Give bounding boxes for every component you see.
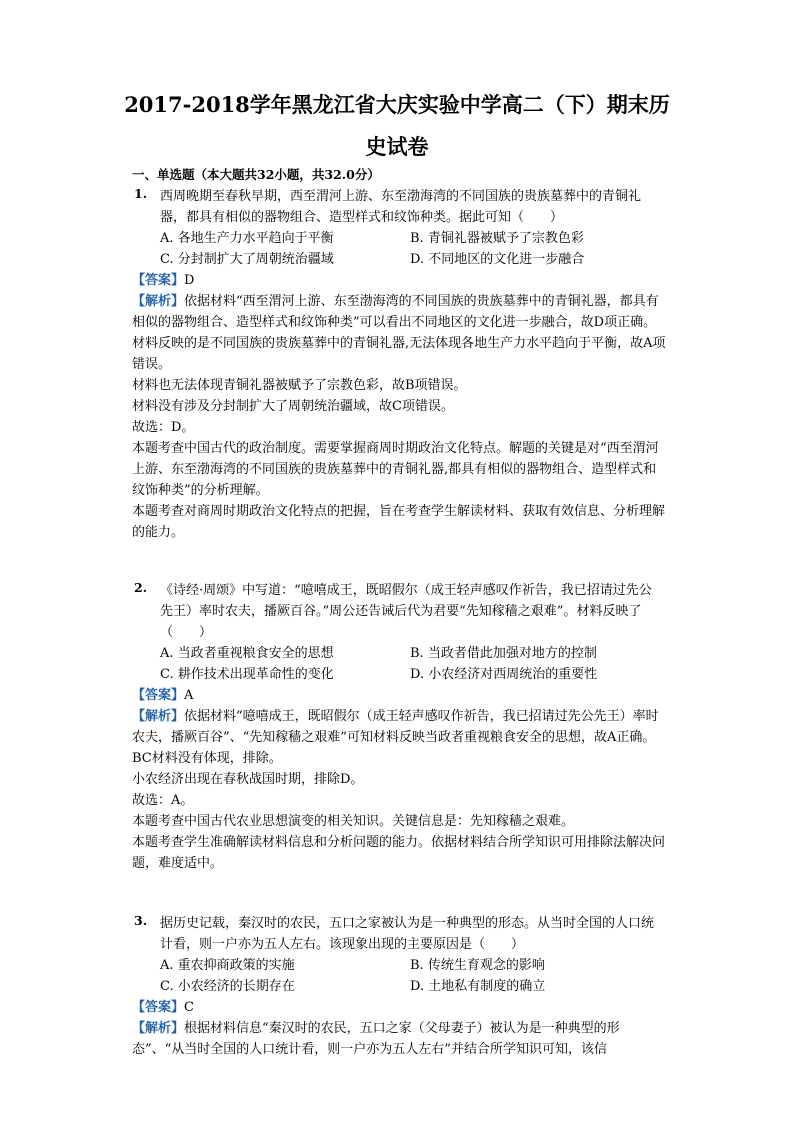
answer-value: A <box>184 688 194 703</box>
analysis-tag: 【解析】 <box>132 294 185 309</box>
question-number: 1. <box>134 186 148 201</box>
option-d: D. 不同地区的文化进一步融合 <box>410 252 585 267</box>
question-stem: 《诗经·周颂》中写道：“噫嘻成王，既昭假尔（成王轻声感叹作祈告，我已招请过先公先王）率时农夫，播厥百谷。”周公还告诫后代为君要“先知稼穑之艰难”。材料反映了（ ） <box>160 583 652 640</box>
question-number: 2. <box>134 580 148 595</box>
analysis-text: 依据材料“噫嘻成王，既昭假尔（成王轻声感叹作祈告，我已招请过先公先王）率时农夫，播厥百谷”、“先知稼穑之艰难”可知材料反映当政者重视粮食安全的思想，故A正确。 <box>132 709 659 745</box>
answer-tag: 【答案】 <box>132 688 185 703</box>
analysis-paragraph: 本题考查中国古代的政治制度。需要掌握商周时期政治文化特点。解题的关键是对“西至渭河上游、东至渤海湾的不同国族的贵族墓葬中的青铜礼器,都具有相似的器物组合、造型样式和纹饰种类”的分析理解。 <box>132 441 659 498</box>
option-c: C. 分封制扩大了周朝统治疆域 <box>160 252 334 267</box>
question-2-options <box>160 643 660 685</box>
analysis-paragraph: 故选：D。 <box>132 420 195 435</box>
answer-line <box>132 685 666 706</box>
answer-tag: 【答案】 <box>132 1000 185 1015</box>
analysis-paragraph: BC材料没有体现，排除。 <box>132 751 282 766</box>
answer-line <box>132 997 666 1018</box>
analysis-paragraph: 本题考查对商周时期政治文化特点的把握，旨在考查学生解读材料、获取有效信息、分析理解的能力。 <box>132 504 666 540</box>
analysis-paragraph: 小农经济出现在春秋战国时期，排除D。 <box>132 772 364 787</box>
analysis-block <box>132 706 666 874</box>
answer-line <box>132 270 666 291</box>
analysis-paragraph: 材料也无法体现青铜礼器被赋予了宗教色彩，故B项错误。 <box>132 378 467 393</box>
option-d: D. 小农经济对西周统治的重要性 <box>410 667 598 682</box>
answer-value: D <box>184 273 195 288</box>
option-c: C. 耕作技术出现革命性的变化 <box>160 667 334 682</box>
option-a: A. 当政者重视粮食安全的思想 <box>160 646 334 661</box>
analysis-paragraph: 本题考查学生准确解读材料信息和分析问题的能力。依据材料结合所学知识可用排除法解决问题，难度适中。 <box>132 835 666 871</box>
document-title-line-1: 2017-2018学年黑龙江省大庆实验中学高二（下）期末历 <box>124 92 670 117</box>
option-c: C. 小农经济的长期存在 <box>160 979 295 994</box>
analysis-paragraph: 故选：A。 <box>132 793 194 808</box>
analysis-block <box>132 1018 666 1060</box>
section-header: 一、单选题（本大题共32小题，共32.0分） <box>132 167 380 182</box>
option-b: B. 当政者借此加强对地方的控制 <box>410 646 597 661</box>
analysis-text: 根据材料信息“秦汉时的农民，五口之家（父母妻子）被认为是一种典型的形态”、“从当时全国的人口统计看，则一户亦为五人左右”并结合所学知识可知，该信 <box>132 1021 620 1057</box>
analysis-block <box>132 291 666 543</box>
analysis-paragraph: 材料没有涉及分封制扩大了周朝统治疆域，故C项错误。 <box>132 399 454 414</box>
option-b: B. 青铜礼器被赋予了宗教色彩 <box>410 231 584 246</box>
option-a: A. 各地生产力水平趋向于平衡 <box>160 231 334 246</box>
question-number: 3. <box>134 913 148 928</box>
analysis-text: 依据材料“西至渭河上游、东至渤海湾的不同国族的贵族墓葬中的青铜礼器，都具有相似的器物组合、造型样式和纹饰种类”可以看出不同地区的文化进一步融合，故D项正确。 <box>132 294 659 330</box>
option-d: D. 土地私有制度的确立 <box>410 979 546 994</box>
question-stem: 据历史记载，秦汉时的农民，五口之家被认为是一种典型的形态。从当时全国的人口统计看，则一户亦为五人左右。该现象出现的主要原因是（ ） <box>160 916 655 952</box>
document-title-line-2: 史试卷 <box>365 134 429 159</box>
option-b: B. 传统生育观念的影响 <box>410 958 545 973</box>
question-3-options <box>160 955 660 997</box>
answer-value: C <box>184 1000 194 1015</box>
analysis-paragraph: 本题考查中国古代农业思想演变的相关知识。关键信息是：先知稼穑之艰难。 <box>132 814 575 829</box>
analysis-tag: 【解析】 <box>132 709 185 724</box>
analysis-tag: 【解析】 <box>132 1021 185 1036</box>
answer-tag: 【答案】 <box>132 273 185 288</box>
question-1-options <box>160 228 660 270</box>
question-stem: 西周晚期至春秋早期，西至渭河上游、东至渤海湾的不同国族的贵族墓葬中的青铜礼器，都具有相似的器物组合、造型样式和纹饰种类。据此可知（ ） <box>160 189 642 225</box>
option-a: A. 重农抑商政策的实施 <box>160 958 295 973</box>
analysis-paragraph: 材料反映的是不同国族的贵族墓葬中的青铜礼器,无法体现各地生产力水平趋向于平衡，故A项错误。 <box>132 336 666 372</box>
